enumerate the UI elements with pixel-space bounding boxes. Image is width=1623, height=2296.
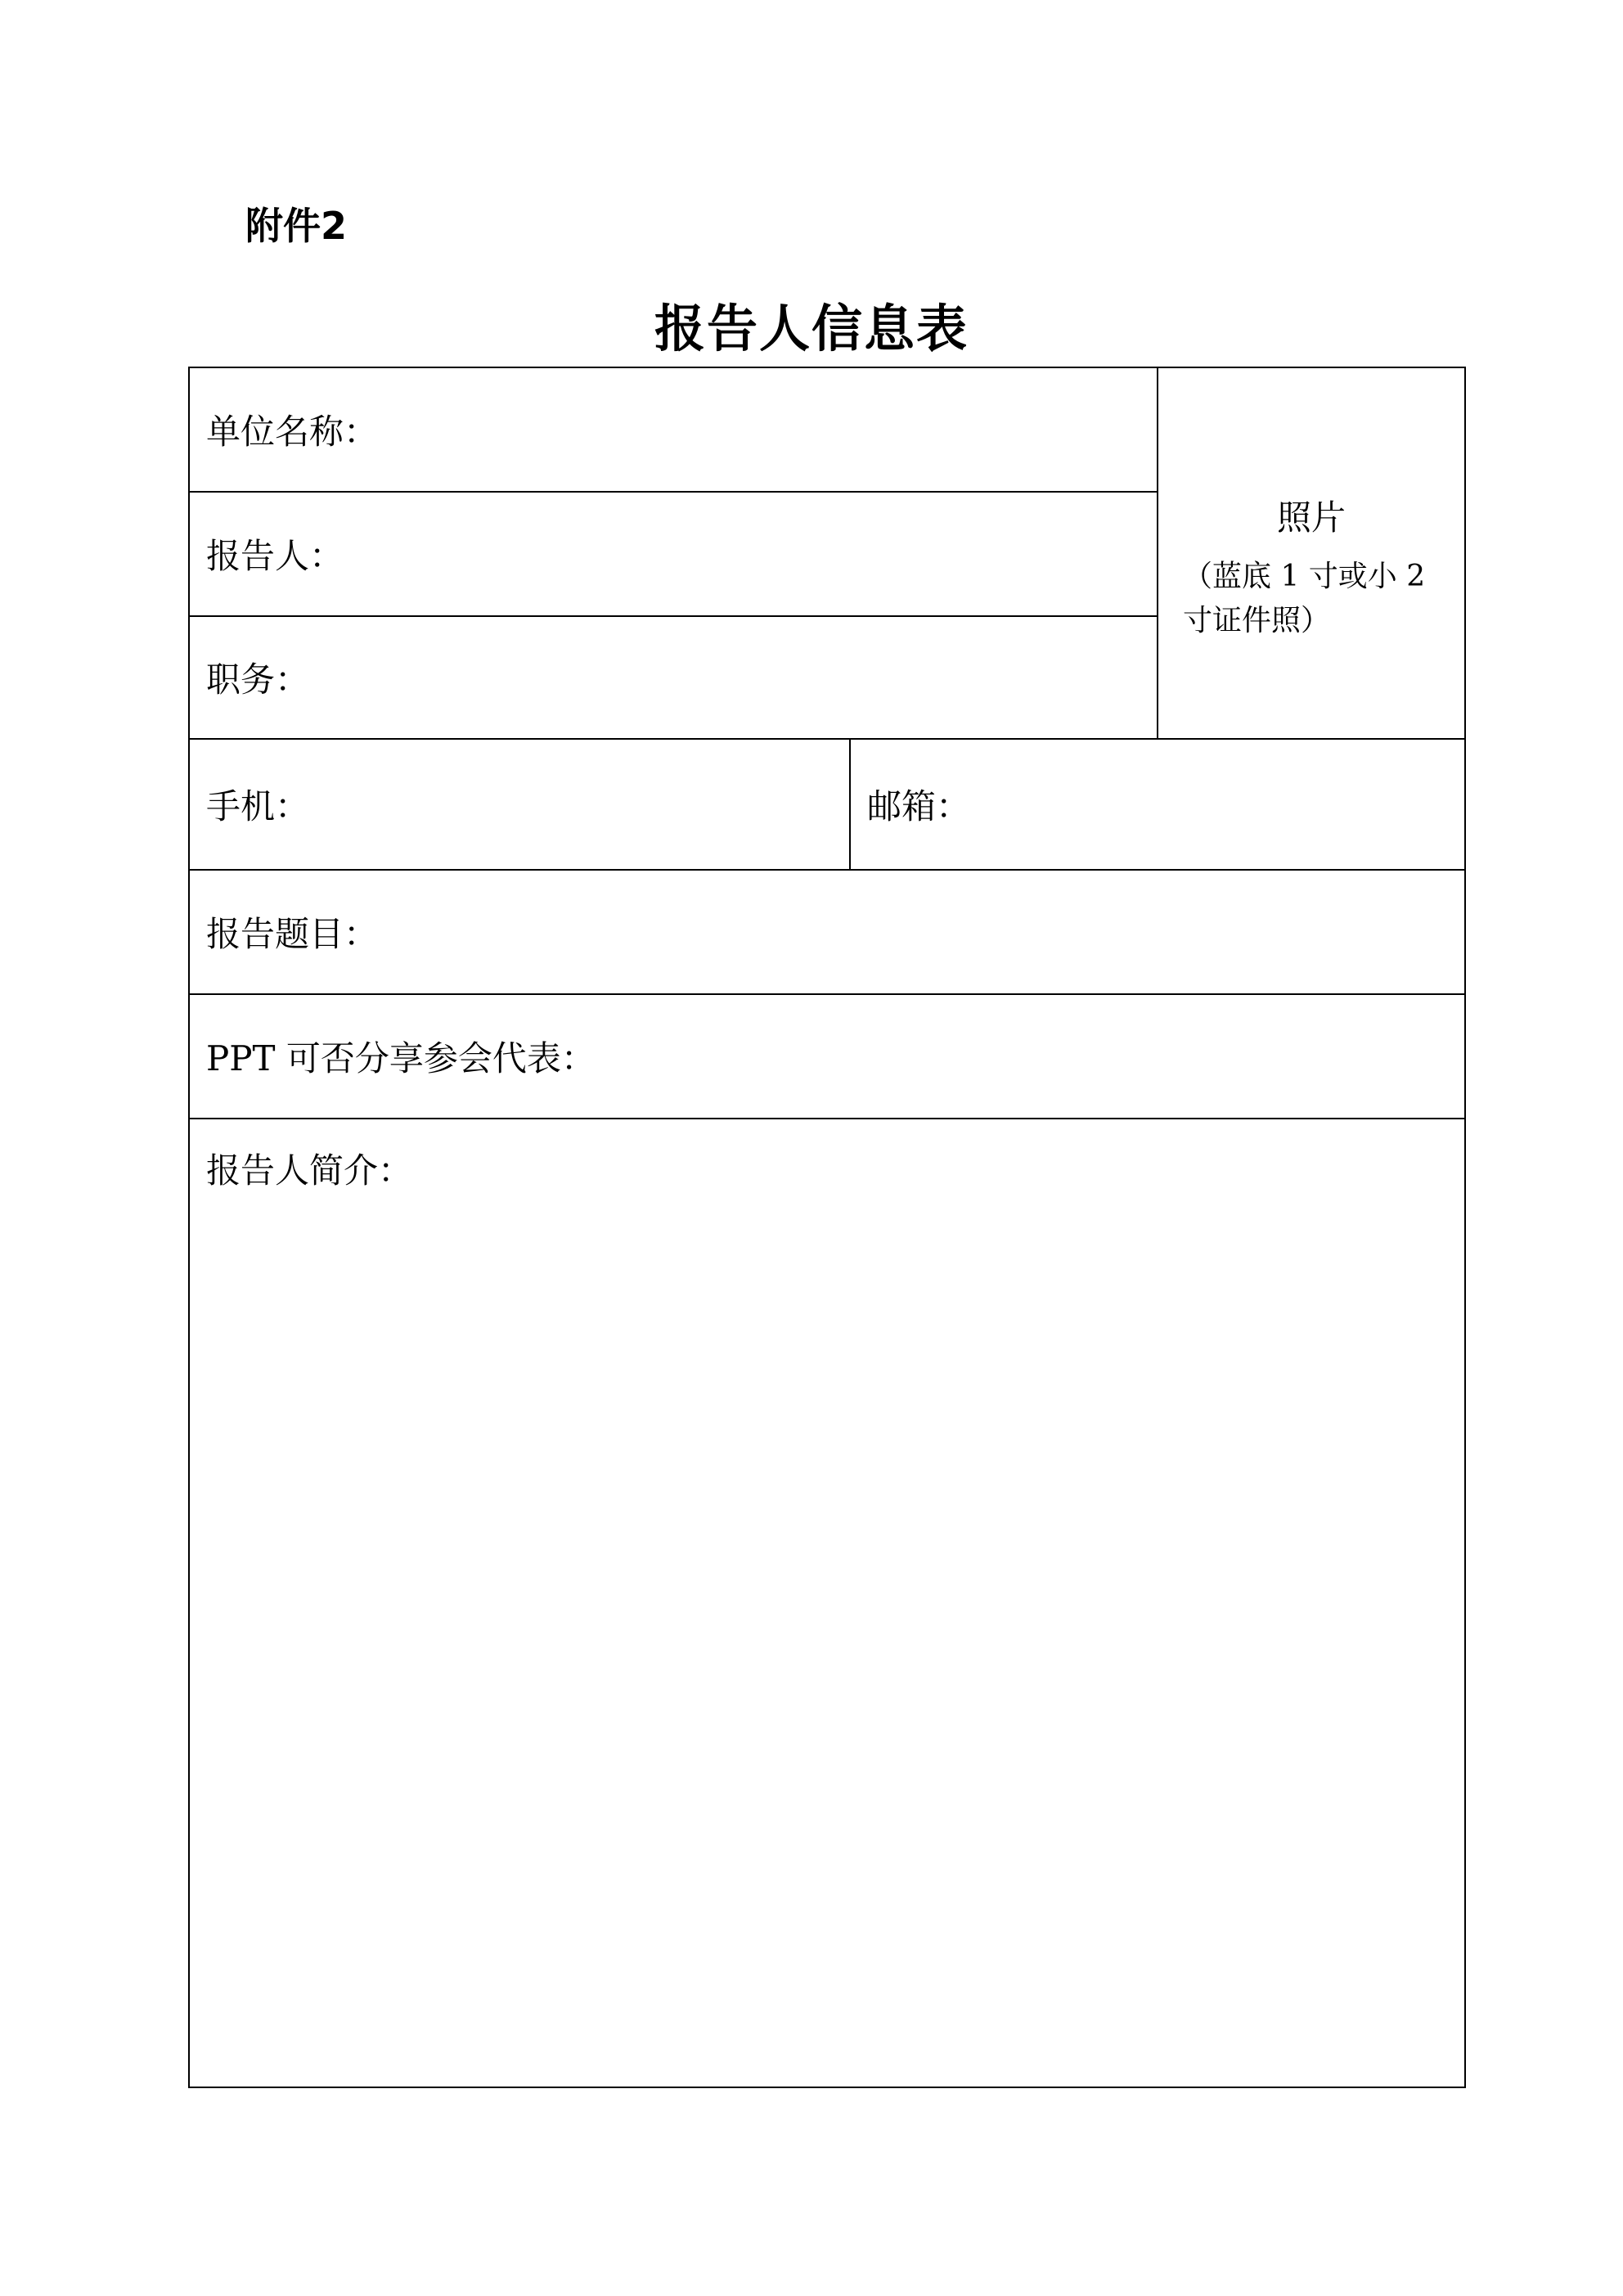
report-topic-label: 报告题目： <box>206 914 379 954</box>
page-title: 报告人信息表 <box>654 299 969 358</box>
email-field[interactable] <box>851 740 1464 871</box>
bio-label: 报告人简介： <box>206 1150 413 1191</box>
report-topic-field[interactable] <box>190 871 1464 995</box>
unit-name-label: 单位名称： <box>206 412 379 452</box>
photo-box[interactable] <box>1158 368 1464 740</box>
phone-field[interactable] <box>190 740 851 871</box>
unit-name-field[interactable] <box>190 368 1158 493</box>
position-field[interactable] <box>190 617 1158 740</box>
email-label: 邮箱： <box>867 786 971 826</box>
phone-label: 手机： <box>206 786 310 826</box>
ppt-share-label: PPT 可否分享参会代表： <box>206 1038 596 1078</box>
info-form-table <box>188 367 1466 2088</box>
photo-title: 照片 <box>1276 497 1346 538</box>
photo-note: （蓝底 1 寸或小 2 寸证件照） <box>1183 560 1426 637</box>
reporter-label: 报告人： <box>206 536 344 576</box>
bio-field[interactable] <box>190 1119 1464 2087</box>
position-label: 职务： <box>206 660 310 700</box>
reporter-field[interactable] <box>190 493 1158 617</box>
attachment-label: 附件2 <box>245 204 348 248</box>
ppt-share-field[interactable] <box>190 995 1464 1119</box>
